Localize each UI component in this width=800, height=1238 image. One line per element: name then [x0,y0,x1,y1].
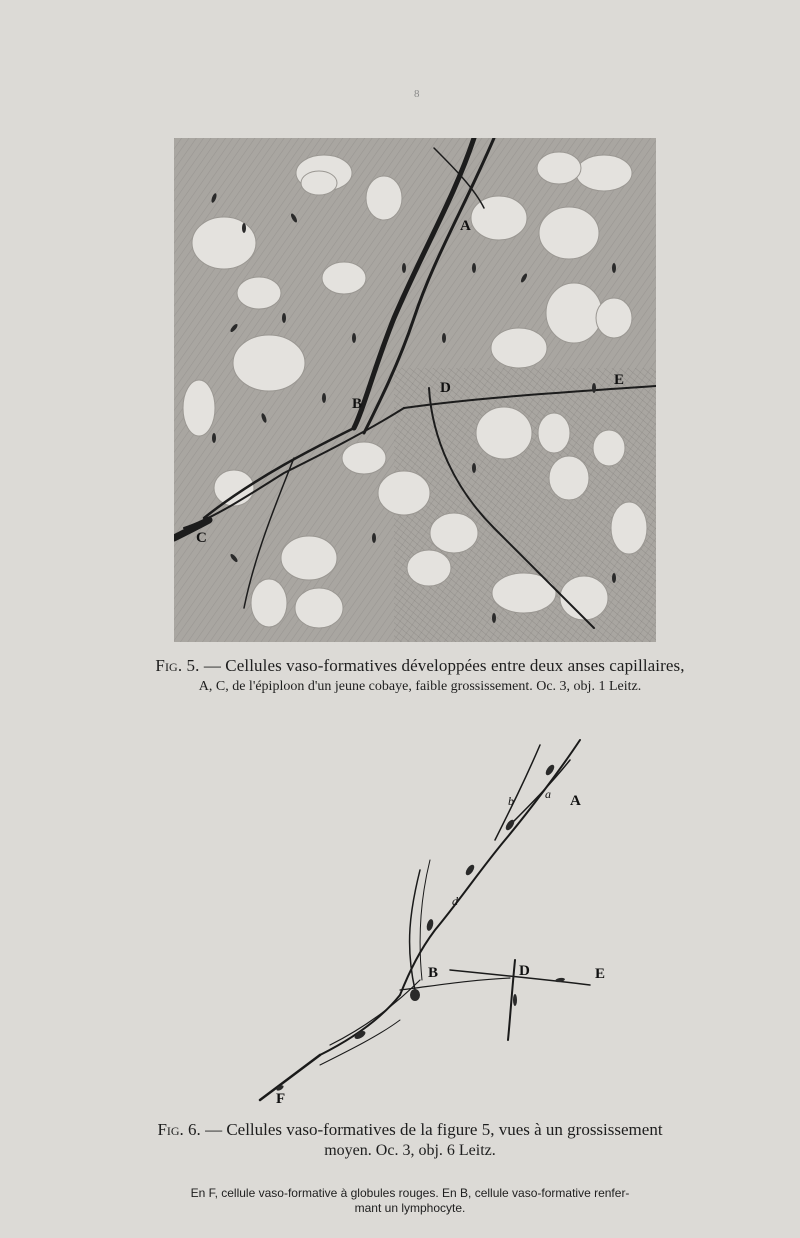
fig6-label-a: A [570,793,581,809]
figure-5-caption-text: — Cellules vaso-formatives développées entre deux anses capillaires, [203,656,685,675]
figure-5-illustration [174,138,656,642]
page-mark: 8 [414,88,420,100]
fig5-label-e: E [614,372,625,388]
fig6-label-d: D [519,963,530,979]
figure-6-caption-text: — Cellules vaso-formatives de la figure 5, vues à un grossissement [205,1120,663,1139]
figure-6-note-line-2: mant un lymphocyte. [354,1201,466,1215]
figure-6-caption-prefix: Fig. 6. [157,1120,201,1139]
fig6-label-b: B [428,965,439,981]
fig5-label-b: B [352,396,363,412]
figure-6-caption-line-1 [80,1120,740,1140]
fig5-label-a: A [460,218,471,234]
fig5-label-d: D [440,380,451,396]
fig6-cells [260,740,590,1100]
fig6-label-a-small: a [545,787,551,801]
figure-6-note-line-1: En F, cellule vaso-formative à globules rouges. En B, cellule vaso-formative renfer- [190,1186,630,1200]
fig6-label-e: E [595,966,606,982]
figure-6-caption-line-2: moyen. Oc. 3, obj. 6 Leitz. [324,1142,496,1159]
fig6-label-b-small: b [508,794,514,808]
figure-6-illustration [240,730,630,1110]
figure-5-caption-line-1 [100,656,740,676]
fig5-label-c: C [196,530,207,546]
figure-5-caption-line-2: A, C, de l'épiploon d'un jeune cobaye, faible grossissement. Oc. 3, obj. 1 Leitz. [198,679,642,694]
fig6-label-f: F [276,1091,286,1107]
figure-5-caption-prefix: Fig. 5. [155,656,200,675]
fig6-label-d-small: d [452,894,458,908]
